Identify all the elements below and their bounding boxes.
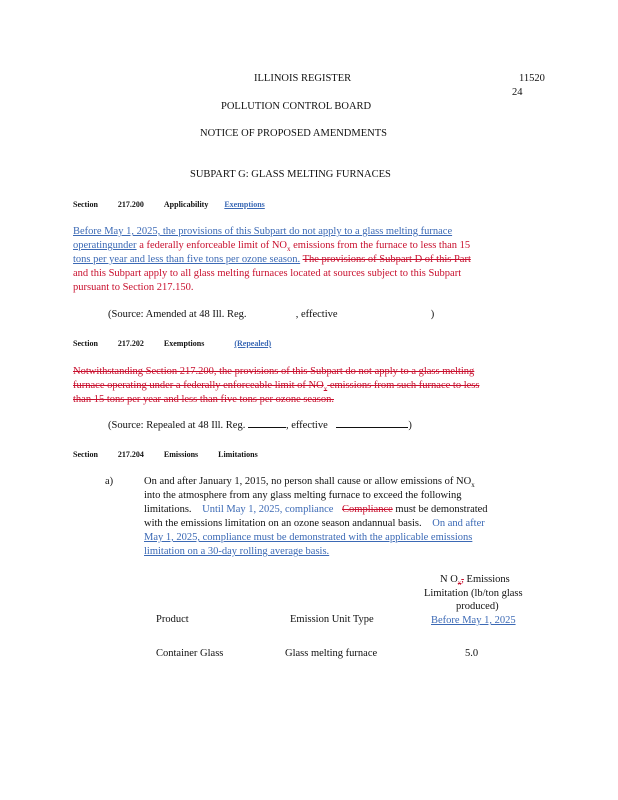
subscript: x [457, 579, 462, 588]
text-segment: limitations. [144, 504, 192, 515]
section-202-line2 [73, 380, 479, 393]
source-note-200 [108, 309, 434, 320]
section-title-new: Exemptions [224, 200, 265, 209]
table-header-col3-line4: Before May 1, 2025 [431, 615, 516, 626]
text-segment: must be demonstrated [395, 504, 488, 515]
table-header-col3-line1: N $O_x$, Emissions [440, 574, 510, 588]
section-label: Section [73, 200, 98, 209]
register-title: ILLINOIS REGISTER [254, 73, 352, 84]
section-200-heading [73, 200, 295, 209]
inserted-text: tons per year and less than five tons per ozone season. [73, 254, 301, 265]
section-number: 217.204 [117, 450, 144, 459]
item-a-label: a) [105, 476, 114, 487]
board-name: POLLUTION CONTROL BOARD [221, 101, 372, 112]
deleted-text: emissions from such furnace to less [327, 380, 480, 391]
section-200-line4: and this Subpart apply to all glass melting furnaces located at sources subject to this Subpart [73, 268, 462, 279]
effective-text: , effective [295, 309, 338, 320]
section-204-line3 [144, 504, 488, 515]
close-paren: ) [408, 420, 412, 431]
section-200-line1: Before May 1, 2025, the provisions of this Subpart do not apply to a glass melting furnace [73, 226, 453, 237]
source-text: (Source: Amended at 48 Ill. Reg. [108, 309, 247, 320]
table-header-col3-line3: produced) [456, 601, 499, 612]
text-segment: N O [440, 574, 458, 585]
section-202-line3: than 15 tons per year and less than five tons per ozone season. [73, 394, 334, 405]
page-number: 11520 [519, 73, 545, 84]
subscript: x [471, 481, 475, 490]
section-200-line2 [73, 240, 470, 253]
section-204-heading [73, 450, 258, 459]
effective-text: , effective [285, 420, 328, 431]
deleted-text: The provisions of Subpart D of this Part [302, 254, 471, 265]
section-204-line2: into the atmosphere from any glass melting furnace to exceed the following [144, 490, 462, 501]
section-200-line5: pursuant to Section 217.150. [73, 282, 194, 293]
table-cell-unit-type: Glass melting furnace [285, 648, 378, 659]
notice-title: NOTICE OF PROPOSED AMENDMENTS [200, 128, 387, 139]
section-202-line1: Notwithstanding Section 217.200, the provisions of this Subpart do not apply to a glass melting [73, 366, 475, 377]
section-title-2: Limitations [218, 450, 258, 459]
text-segment: On and after January 1, 2015, no person shall cause or allow emissions of NO [144, 476, 472, 487]
section-202-heading [73, 339, 297, 348]
source-note-202 [108, 420, 412, 431]
deleted-text: Compliance [342, 504, 393, 515]
inserted-text: operatingunder [73, 240, 137, 251]
section-204-line6: limitation on a 30-day rolling average basis. [144, 546, 330, 557]
close-paren: ) [430, 309, 435, 320]
text-segment: a federally enforceable limit of NO [136, 240, 287, 251]
section-200-line3 [73, 254, 471, 265]
section-title-old: Applicability [163, 200, 209, 209]
table-cell-product: Container Glass [156, 648, 224, 659]
deleted-text: furnace operating under a federally enforceable limit of NO [73, 380, 324, 391]
page-sub-number: 24 [512, 87, 523, 98]
table-header-unit-type: Emission Unit Type [290, 614, 374, 625]
section-label: Section [73, 339, 98, 348]
repealed-status: (Repealed) [234, 339, 272, 348]
section-204-line4 [144, 518, 485, 529]
source-text: (Source: Repealed at 48 Ill. Reg. [108, 420, 246, 431]
section-title: Emissions [163, 450, 199, 459]
section-label: Section [73, 450, 98, 459]
text-segment: Emissions [463, 574, 510, 585]
table-cell-limit: 5.0 [465, 648, 479, 659]
section-204-line5: May 1, 2025, compliance must be demonstrated with the applicable emissions [144, 532, 473, 543]
section-number: 217.202 [117, 339, 144, 348]
section-title: Exemptions [163, 339, 205, 348]
blank-line [248, 427, 286, 428]
blank-line [336, 427, 408, 428]
subpart-title: SUBPART G: GLASS MELTING FURNACES [190, 169, 391, 180]
inserted-text: Until May 1, 2025, compliance [202, 504, 334, 515]
subscript: x [287, 245, 291, 254]
table-header-product: Product [156, 614, 189, 625]
inserted-text: On and after [432, 518, 485, 529]
text-segment: with the emissions limitation on an ozone season andannual basis. [144, 518, 422, 529]
section-number: 217.200 [117, 200, 144, 209]
table-header-col3-line2: Limitation (lb/ton glass [424, 588, 523, 599]
section-204-line1 [144, 476, 475, 489]
text-segment: emissions from the furnace to less than 15 [290, 240, 471, 251]
subscript: x [323, 385, 328, 394]
